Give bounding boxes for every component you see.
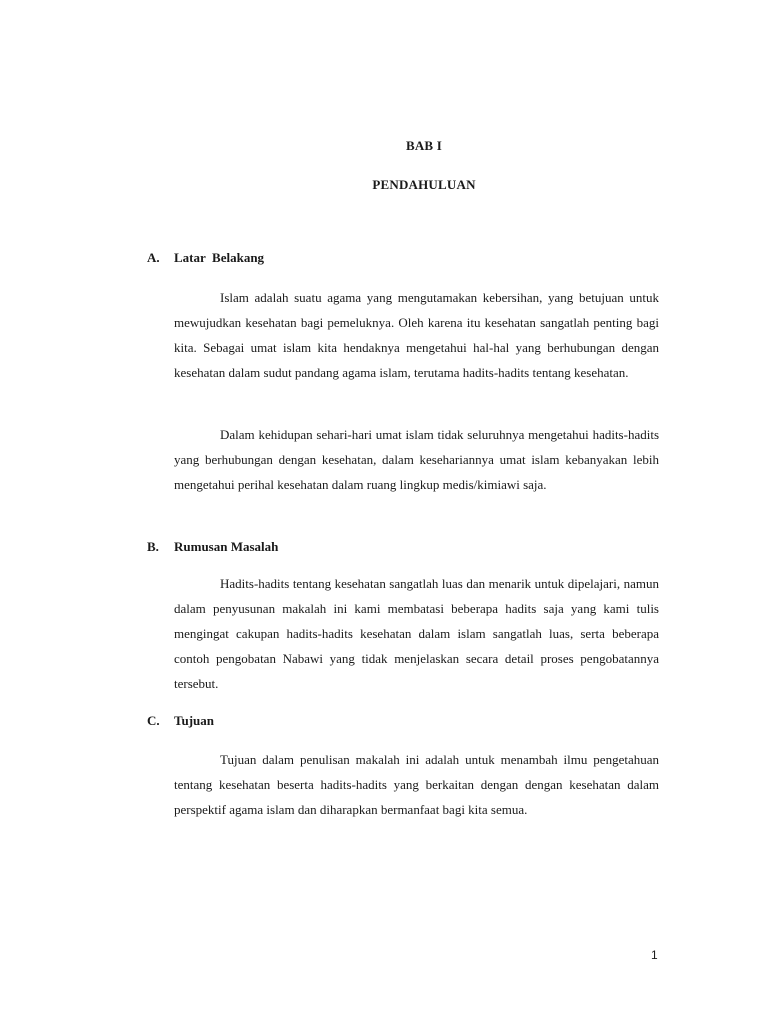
paragraph: Dalam kehidupan sehari-hari umat islam tidak seluruhnya mengetahui hadits-hadits yang berhubungan dengan kesehatan, dalam kesehariannya umat islam kebanyakan lebih mengetahui perihal kesehatan dalam ruang lingkup medis/kimiawi saja.: [174, 427, 659, 492]
section-heading-b: [147, 539, 278, 555]
chapter-number: BAB I: [405, 138, 443, 153]
paragraph: Tujuan dalam penulisan makalah ini adalah untuk menambah ilmu pengetahuan tentang kesehatan beserta hadits-hadits yang berkaitan dengan dengan kesehatan dalam perspektif agama islam dan diharapkan bermanfaat bagi kita semua.: [174, 752, 659, 817]
page-number: 1: [651, 948, 658, 962]
section-letter: B.: [147, 539, 159, 554]
paragraph: Islam adalah suatu agama yang mengutamakan kebersihan, yang betujuan untuk mewujudkan kesehatan bagi pemeluknya. Oleh karena itu kesehatan sangatlah penting bagi kita. Sebagai umat islam kita hendaknya mengetahui hal-hal yang berhubungan dengan kesehatan dalam sudut pandang agama islam, terutama hadits-hadits tentang kesehatan.: [174, 290, 659, 380]
section-letter: C.: [147, 713, 160, 728]
chapter-title: PENDAHULUAN: [372, 177, 476, 192]
section-title: Rumusan Masalah: [174, 539, 279, 554]
section-heading-c: [147, 713, 214, 729]
section-heading-a: [147, 250, 264, 266]
section-title: Latar Belakang: [174, 250, 265, 265]
section-title: Tujuan: [174, 713, 214, 728]
paragraph: Hadits-hadits tentang kesehatan sangatlah luas dan menarik untuk dipelajari, namun dalam penyusunan makalah ini kami membatasi beberapa hadits saja yang kami tulis mengingat cakupan hadits-hadits kesehatan dalam islam sangatlah luas, serta beberapa contoh pengobatan Nabawi yang tidak menjelaskan secara detail proses pengobatannya tersebut.: [174, 576, 659, 691]
section-letter: A.: [147, 250, 160, 265]
